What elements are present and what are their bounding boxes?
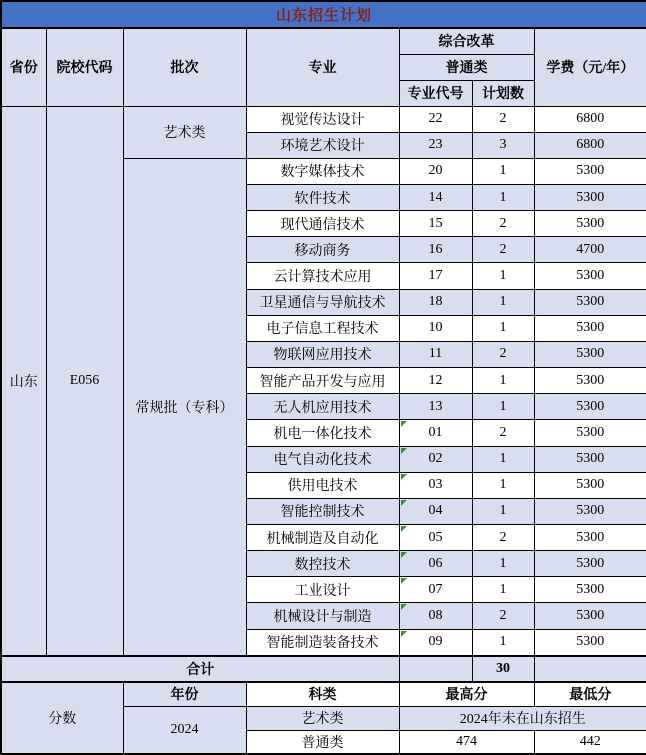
header-row-1 bbox=[1, 28, 646, 54]
tuition-cell-label: 5300 bbox=[576, 294, 605, 310]
major-code-cell-label: 05 bbox=[428, 529, 443, 545]
plan-count-cell-label: 1 bbox=[499, 268, 507, 284]
major-code-cell-label: 01 bbox=[428, 424, 443, 440]
tuition-cell-label: 5300 bbox=[576, 268, 605, 284]
major-code-cell bbox=[399, 420, 472, 446]
plan-count-cell-label: 2 bbox=[499, 529, 507, 545]
score-max-value: 474 bbox=[399, 730, 534, 754]
major-code-cell bbox=[399, 498, 472, 524]
tuition-cell bbox=[534, 158, 646, 184]
major-code-cell-label: 20 bbox=[428, 163, 443, 179]
tuition-cell-label: 5300 bbox=[576, 163, 605, 179]
plan-count-cell bbox=[472, 551, 534, 577]
header-major-code: 专业代号 bbox=[399, 80, 472, 106]
major-cell-label: 云计算技术应用 bbox=[273, 270, 372, 286]
score-header-max: 最高分 bbox=[399, 682, 534, 706]
major-code-cell-label: 17 bbox=[428, 268, 443, 284]
score-min-value: 442 bbox=[534, 730, 646, 754]
plan-count-cell bbox=[472, 132, 534, 158]
score-header-row bbox=[1, 682, 646, 706]
plan-count-cell bbox=[472, 184, 534, 210]
major-code-cell bbox=[399, 263, 472, 289]
major-cell bbox=[246, 368, 399, 394]
tuition-cell bbox=[534, 551, 646, 577]
tuition-cell bbox=[534, 289, 646, 315]
major-cell-label: 工业设计 bbox=[294, 583, 351, 599]
plan-count-cell-label: 2 bbox=[499, 111, 507, 127]
score-category-art: 艺术类 bbox=[246, 706, 399, 730]
plan-count-cell-label: 2 bbox=[499, 241, 507, 257]
major-code-cell bbox=[399, 603, 472, 629]
major-cell bbox=[246, 289, 399, 315]
tuition-cell-label: 5300 bbox=[576, 451, 605, 467]
major-cell-label: 智能产品开发与应用 bbox=[259, 374, 386, 390]
tuition-cell-label: 4700 bbox=[576, 241, 605, 257]
tuition-cell-label: 5300 bbox=[576, 529, 605, 545]
major-cell bbox=[246, 211, 399, 237]
major-cell bbox=[246, 498, 399, 524]
plan-count-cell-label: 2 bbox=[499, 215, 507, 231]
error-flag-triangle-icon bbox=[401, 474, 407, 480]
major-code-cell bbox=[399, 289, 472, 315]
batch-cell-art-label: 艺术类 bbox=[163, 126, 206, 142]
major-code-cell bbox=[399, 577, 472, 603]
major-cell-label: 数控技术 bbox=[294, 557, 351, 573]
major-code-cell bbox=[399, 184, 472, 210]
title-row bbox=[1, 1, 646, 28]
major-cell bbox=[246, 394, 399, 420]
major-code-cell-label: 14 bbox=[428, 189, 443, 205]
major-code-cell-label: 04 bbox=[428, 503, 443, 519]
major-code-cell-label: 03 bbox=[428, 477, 443, 493]
total-empty-tuition-cell bbox=[534, 656, 646, 682]
plan-count-cell bbox=[472, 158, 534, 184]
major-cell-label: 视觉传达设计 bbox=[280, 113, 365, 129]
plan-count-cell bbox=[472, 394, 534, 420]
tuition-cell bbox=[534, 341, 646, 367]
error-flag-triangle-icon bbox=[401, 604, 407, 610]
plan-count-cell-label: 1 bbox=[499, 451, 507, 467]
header-group-comprehensive-reform: 综合改革 bbox=[399, 28, 534, 54]
tuition-cell-label: 5300 bbox=[576, 424, 605, 440]
plan-count-cell-label: 1 bbox=[499, 163, 507, 179]
tuition-cell bbox=[534, 132, 646, 158]
plan-count-cell bbox=[472, 211, 534, 237]
major-code-cell-label: 22 bbox=[428, 111, 443, 127]
tuition-cell bbox=[534, 263, 646, 289]
tuition-cell bbox=[534, 211, 646, 237]
tuition-cell bbox=[534, 237, 646, 263]
major-code-cell bbox=[399, 315, 472, 341]
score-header-min: 最低分 bbox=[534, 682, 646, 706]
major-cell bbox=[246, 237, 399, 263]
major-code-cell bbox=[399, 446, 472, 472]
batch-cell-regular bbox=[123, 158, 246, 656]
tuition-cell-label: 5300 bbox=[576, 320, 605, 336]
tuition-cell bbox=[534, 629, 646, 656]
plan-row bbox=[1, 106, 646, 132]
major-cell-label: 现代通信技术 bbox=[280, 217, 365, 233]
header-major: 专业 bbox=[246, 28, 399, 106]
total-row bbox=[1, 656, 646, 682]
major-cell-label: 移动商务 bbox=[294, 243, 351, 259]
plan-count-cell bbox=[472, 341, 534, 367]
tuition-cell bbox=[534, 315, 646, 341]
major-code-cell bbox=[399, 551, 472, 577]
error-flag-triangle-icon bbox=[401, 552, 407, 558]
tuition-cell-label: 5300 bbox=[576, 634, 605, 650]
major-cell-label: 卫星通信与导航技术 bbox=[259, 296, 386, 312]
plan-count-cell-label: 1 bbox=[499, 477, 507, 493]
school-code-cell bbox=[46, 106, 123, 656]
major-cell bbox=[246, 551, 399, 577]
tuition-cell bbox=[534, 184, 646, 210]
major-code-cell bbox=[399, 106, 472, 132]
tuition-cell-label: 5300 bbox=[576, 346, 605, 362]
major-code-cell-label: 15 bbox=[428, 215, 443, 231]
header-province: 省份 bbox=[1, 28, 46, 106]
plan-count-cell bbox=[472, 629, 534, 656]
tuition-cell-label: 5300 bbox=[576, 608, 605, 624]
plan-count-cell bbox=[472, 577, 534, 603]
school-code-cell-label: E056 bbox=[69, 372, 100, 388]
tuition-cell bbox=[534, 106, 646, 132]
province-cell-label: 山东 bbox=[9, 374, 38, 390]
plan-count-cell-label: 1 bbox=[499, 581, 507, 597]
score-year-value: 2024 bbox=[123, 706, 246, 754]
tuition-cell bbox=[534, 368, 646, 394]
major-code-cell bbox=[399, 341, 472, 367]
major-cell bbox=[246, 132, 399, 158]
major-code-cell bbox=[399, 525, 472, 551]
major-cell-label: 智能控制技术 bbox=[280, 505, 365, 521]
total-empty-code-cell bbox=[399, 656, 472, 682]
major-cell bbox=[246, 184, 399, 210]
plan-count-cell bbox=[472, 525, 534, 551]
plan-count-cell bbox=[472, 472, 534, 498]
major-code-cell-label: 09 bbox=[428, 634, 443, 650]
tuition-cell-label: 5300 bbox=[576, 398, 605, 414]
header-plan-count: 计划数 bbox=[472, 80, 534, 106]
plan-count-cell-label: 1 bbox=[499, 634, 507, 650]
major-cell-label: 机械设计与制造 bbox=[273, 610, 372, 626]
plan-count-cell bbox=[472, 603, 534, 629]
tuition-cell bbox=[534, 603, 646, 629]
total-plan-count: 30 bbox=[472, 656, 534, 682]
header-tuition: 学费（元/年） bbox=[534, 28, 646, 106]
major-cell bbox=[246, 629, 399, 656]
plan-count-cell-label: 3 bbox=[499, 137, 507, 153]
total-label: 合计 bbox=[1, 656, 399, 682]
tuition-cell-label: 6800 bbox=[576, 111, 605, 127]
plan-count-cell-label: 1 bbox=[499, 372, 507, 388]
major-code-cell bbox=[399, 394, 472, 420]
header-group-general: 普通类 bbox=[399, 54, 534, 80]
major-cell-label: 智能制造装备技术 bbox=[266, 636, 379, 652]
plan-count-cell-label: 1 bbox=[499, 294, 507, 310]
plan-count-cell bbox=[472, 263, 534, 289]
header-school-code: 院校代码 bbox=[46, 28, 123, 106]
major-cell bbox=[246, 341, 399, 367]
plan-count-cell-label: 2 bbox=[499, 424, 507, 440]
major-cell bbox=[246, 106, 399, 132]
plan-count-cell bbox=[472, 289, 534, 315]
major-code-cell-label: 10 bbox=[428, 320, 443, 336]
major-code-cell bbox=[399, 158, 472, 184]
plan-count-cell-label: 1 bbox=[499, 398, 507, 414]
tuition-cell-label: 5300 bbox=[576, 215, 605, 231]
major-cell-label: 环境艺术设计 bbox=[280, 139, 365, 155]
tuition-cell bbox=[534, 472, 646, 498]
score-section-label: 分数 bbox=[1, 682, 123, 754]
batch-cell-art bbox=[123, 106, 246, 158]
error-flag-triangle-icon bbox=[401, 500, 407, 506]
major-cell bbox=[246, 525, 399, 551]
major-cell bbox=[246, 446, 399, 472]
major-cell-label: 数字媒体技术 bbox=[280, 165, 365, 181]
tuition-cell-label: 5300 bbox=[576, 581, 605, 597]
major-cell bbox=[246, 158, 399, 184]
major-cell-label: 供用电技术 bbox=[287, 479, 358, 495]
major-cell-label: 无人机应用技术 bbox=[273, 400, 372, 416]
plan-count-cell-label: 2 bbox=[499, 346, 507, 362]
major-code-cell-label: 23 bbox=[428, 137, 443, 153]
major-cell-label: 机电一体化技术 bbox=[273, 426, 372, 442]
score-header-category: 科类 bbox=[246, 682, 399, 706]
major-cell-label: 电气自动化技术 bbox=[273, 453, 372, 469]
tuition-cell-label: 5300 bbox=[576, 189, 605, 205]
plan-count-cell bbox=[472, 498, 534, 524]
error-flag-triangle-icon bbox=[401, 578, 407, 584]
major-code-cell-label: 13 bbox=[428, 398, 443, 414]
major-cell bbox=[246, 315, 399, 341]
plan-count-cell bbox=[472, 106, 534, 132]
tuition-cell-label: 5300 bbox=[576, 555, 605, 571]
page-title: 山东招生计划 bbox=[1, 1, 646, 28]
plan-count-cell bbox=[472, 420, 534, 446]
major-code-cell bbox=[399, 368, 472, 394]
major-code-cell-label: 16 bbox=[428, 241, 443, 257]
major-code-cell bbox=[399, 472, 472, 498]
major-code-cell-label: 18 bbox=[428, 294, 443, 310]
tuition-cell-label: 5300 bbox=[576, 372, 605, 388]
tuition-cell bbox=[534, 420, 646, 446]
major-code-cell bbox=[399, 629, 472, 656]
tuition-cell-label: 6800 bbox=[576, 137, 605, 153]
major-cell-label: 物联网应用技术 bbox=[273, 348, 372, 364]
error-flag-triangle-icon bbox=[401, 421, 407, 427]
major-code-cell-label: 02 bbox=[428, 451, 443, 467]
error-flag-triangle-icon bbox=[401, 448, 407, 454]
tuition-cell bbox=[534, 498, 646, 524]
header-batch: 批次 bbox=[123, 28, 246, 106]
major-cell bbox=[246, 603, 399, 629]
plan-count-cell-label: 1 bbox=[499, 320, 507, 336]
plan-count-cell bbox=[472, 446, 534, 472]
major-cell-label: 机械制造及自动化 bbox=[266, 531, 379, 547]
score-header-year: 年份 bbox=[123, 682, 246, 706]
tuition-cell-label: 5300 bbox=[576, 503, 605, 519]
plan-count-cell-label: 1 bbox=[499, 503, 507, 519]
batch-cell-regular-label: 常规批（专科） bbox=[135, 400, 234, 416]
plan-count-cell bbox=[472, 237, 534, 263]
major-code-cell-label: 06 bbox=[428, 555, 443, 571]
major-code-cell-label: 11 bbox=[428, 346, 443, 362]
tuition-cell bbox=[534, 394, 646, 420]
error-flag-triangle-icon bbox=[401, 526, 407, 532]
major-code-cell bbox=[399, 211, 472, 237]
plan-count-cell-label: 1 bbox=[499, 189, 507, 205]
plan-count-cell-label: 2 bbox=[499, 608, 507, 624]
major-cell bbox=[246, 472, 399, 498]
major-cell-label: 软件技术 bbox=[294, 191, 351, 207]
major-code-cell-label: 08 bbox=[428, 608, 443, 624]
plan-count-cell bbox=[472, 368, 534, 394]
score-category-general: 普通类 bbox=[246, 730, 399, 754]
plan-count-cell-label: 1 bbox=[499, 555, 507, 571]
major-code-cell-label: 12 bbox=[428, 372, 443, 388]
major-cell bbox=[246, 263, 399, 289]
province-cell bbox=[1, 106, 46, 656]
error-flag-triangle-icon bbox=[401, 631, 407, 637]
major-cell-label: 电子信息工程技术 bbox=[266, 322, 379, 338]
major-code-cell bbox=[399, 237, 472, 263]
major-cell bbox=[246, 420, 399, 446]
tuition-cell-label: 5300 bbox=[576, 477, 605, 493]
tuition-cell bbox=[534, 446, 646, 472]
tuition-cell bbox=[534, 525, 646, 551]
plan-count-cell bbox=[472, 315, 534, 341]
tuition-cell bbox=[534, 577, 646, 603]
score-art-note: 2024年未在山东招生 bbox=[399, 706, 646, 730]
major-code-cell bbox=[399, 132, 472, 158]
major-cell bbox=[246, 577, 399, 603]
major-code-cell-label: 07 bbox=[428, 581, 443, 597]
